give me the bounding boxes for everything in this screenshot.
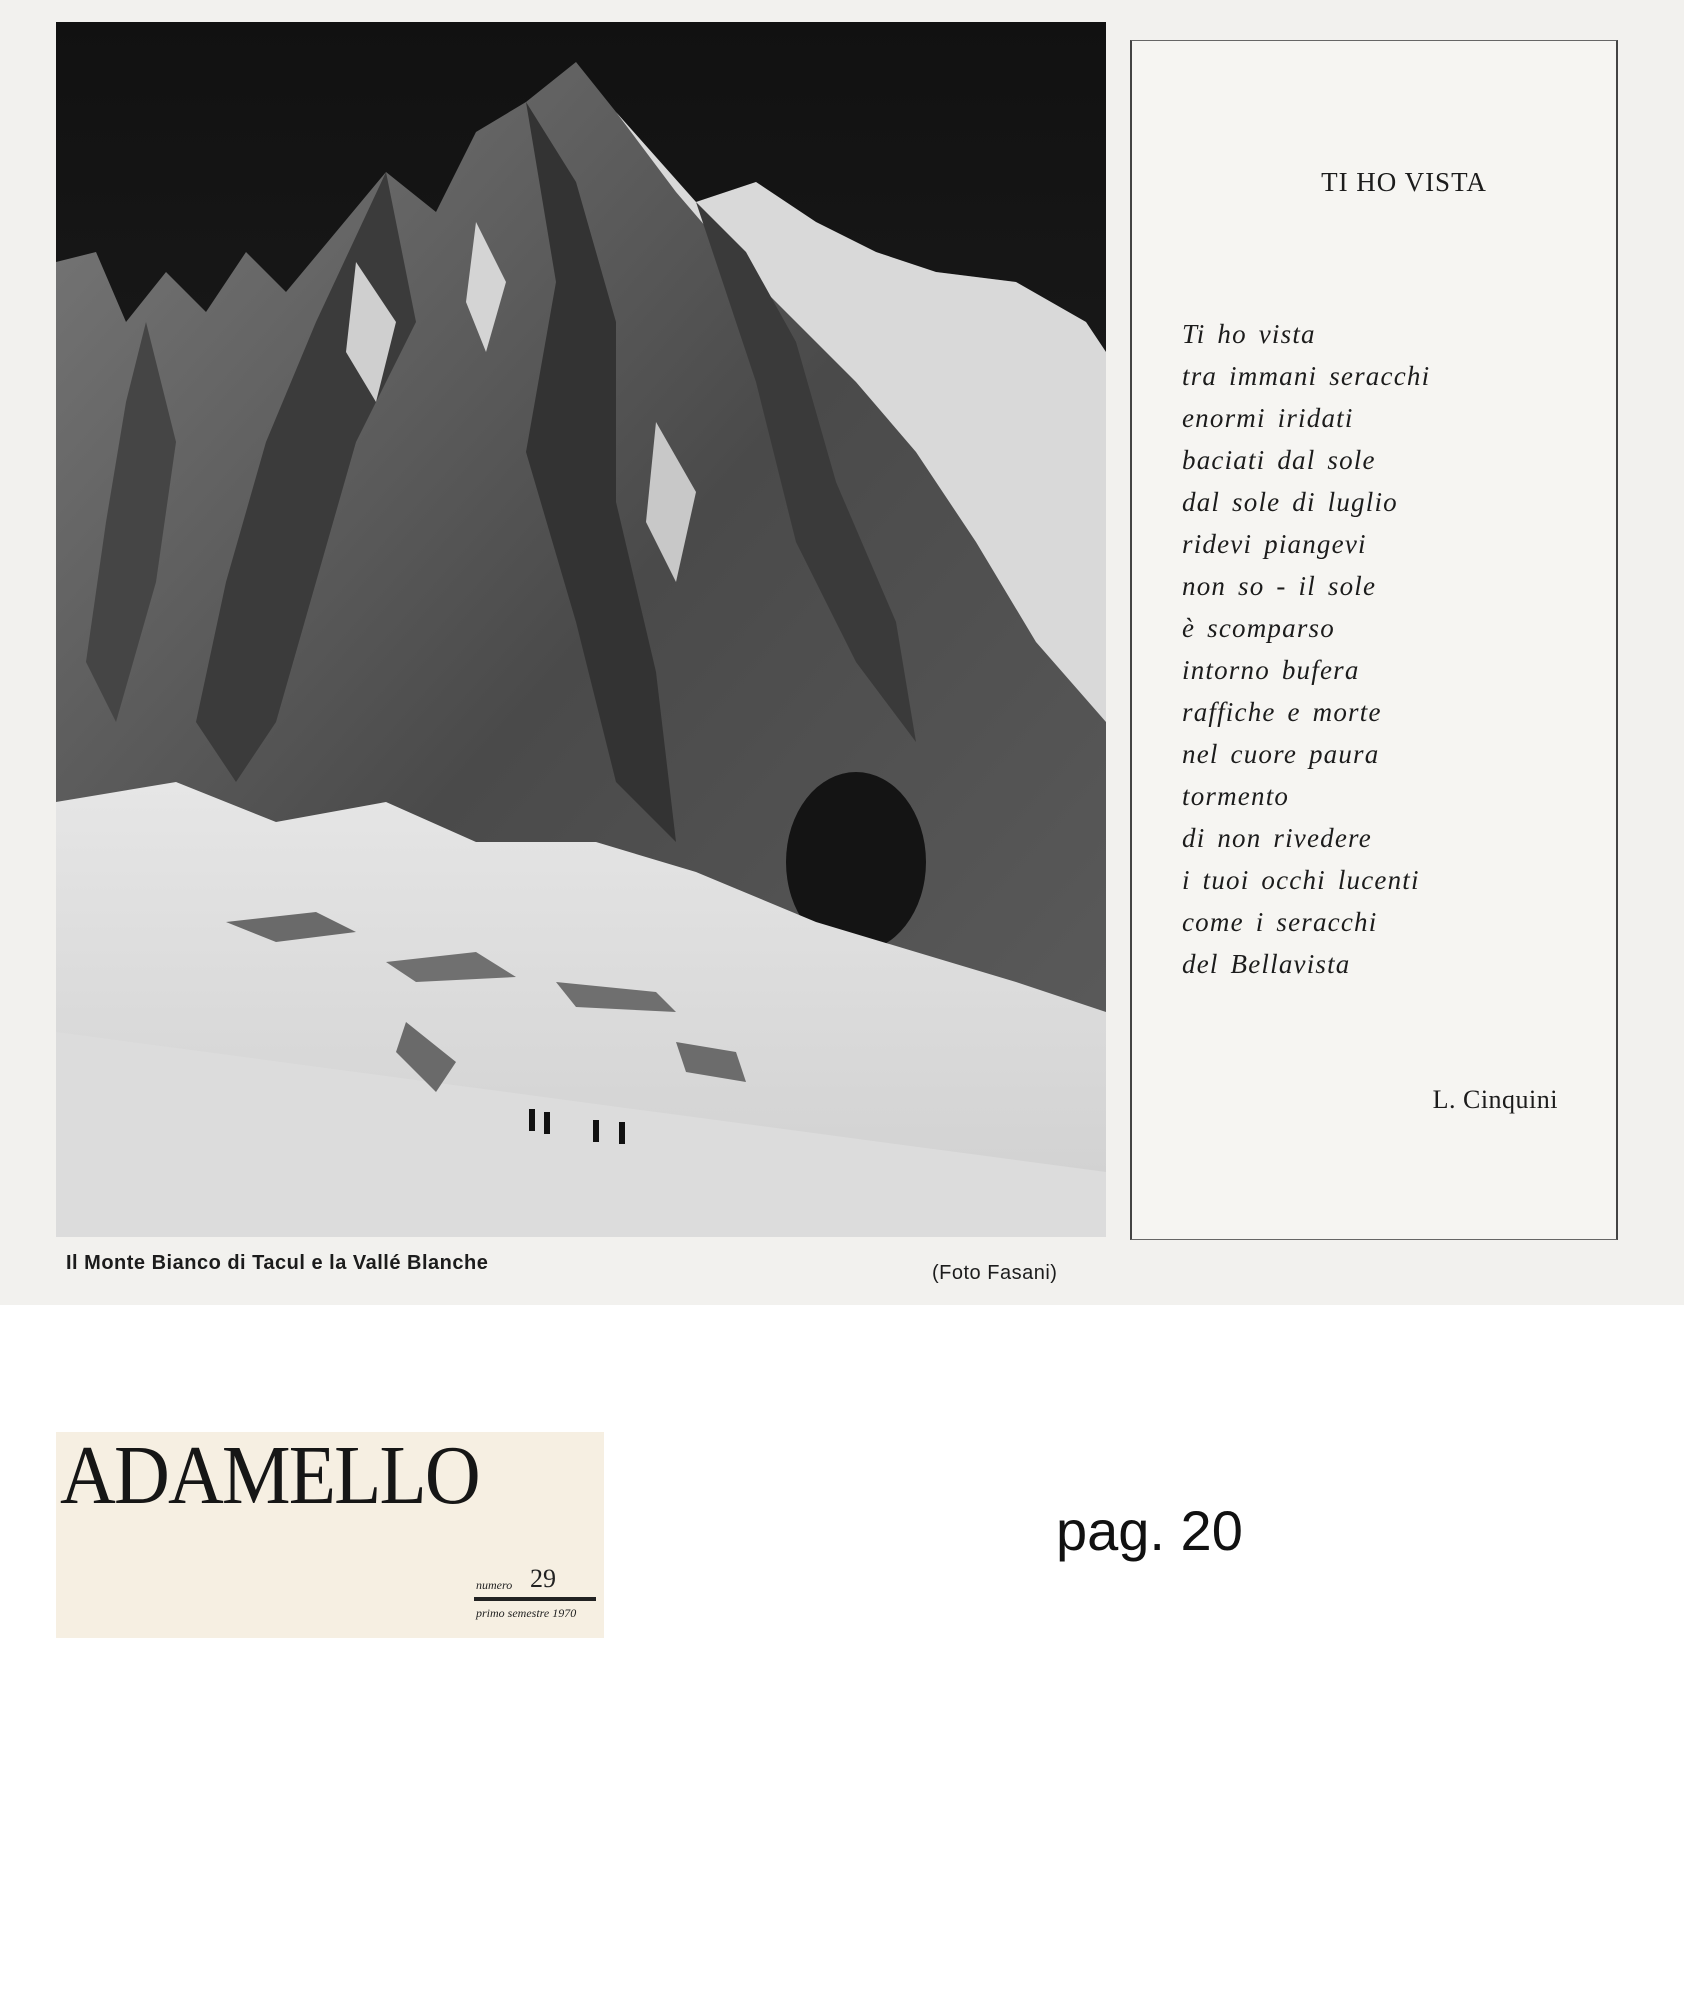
poem-box [1130,40,1618,1240]
poem-line: del Bellavista [1182,949,1351,979]
poem-author: L. Cinquini [1432,1085,1558,1114]
poem-line: di non rivedere [1182,823,1372,853]
poem-line: come i seracchi [1182,907,1378,937]
mountain-illustration [56,22,1106,1237]
masthead-rule [474,1597,596,1601]
poem-lines [1182,313,1430,985]
magazine-number-label: numero [476,1578,513,1592]
poem-line: intorno bufera [1182,655,1360,685]
magazine-masthead [56,1429,604,1638]
page-number: pag. 20 [1056,1499,1243,1562]
poem-line: tra immani seracchi [1182,361,1431,391]
poem-title: TI HO VISTA [1321,167,1487,197]
magazine-semester: primo semestre 1970 [476,1606,577,1620]
magazine-number: 29 [530,1564,556,1593]
magazine-title: ADAMELLO [60,1429,479,1522]
poem-line: è scomparso [1182,613,1335,643]
poem-line: dal sole di luglio [1182,487,1398,517]
poem-line: non so - il sole [1182,571,1377,601]
poem-line: raffiche e morte [1182,697,1382,727]
mountain-photo [56,22,1106,1237]
poem-line: i tuoi occhi lucenti [1182,865,1420,895]
poem-line: tormento [1182,781,1290,811]
poem-line: baciati dal sole [1182,445,1376,475]
poem-line: enormi iridati [1182,403,1354,433]
photo-credit: (Foto Fasani) [932,1262,1058,1284]
poem-line: nel cuore paura [1182,739,1380,769]
poem-line: ridevi piangevi [1182,529,1367,559]
poem-line: Ti ho vista [1182,319,1316,349]
photo-caption: Il Monte Bianco di Tacul e la Vallé Blanche [66,1252,489,1274]
